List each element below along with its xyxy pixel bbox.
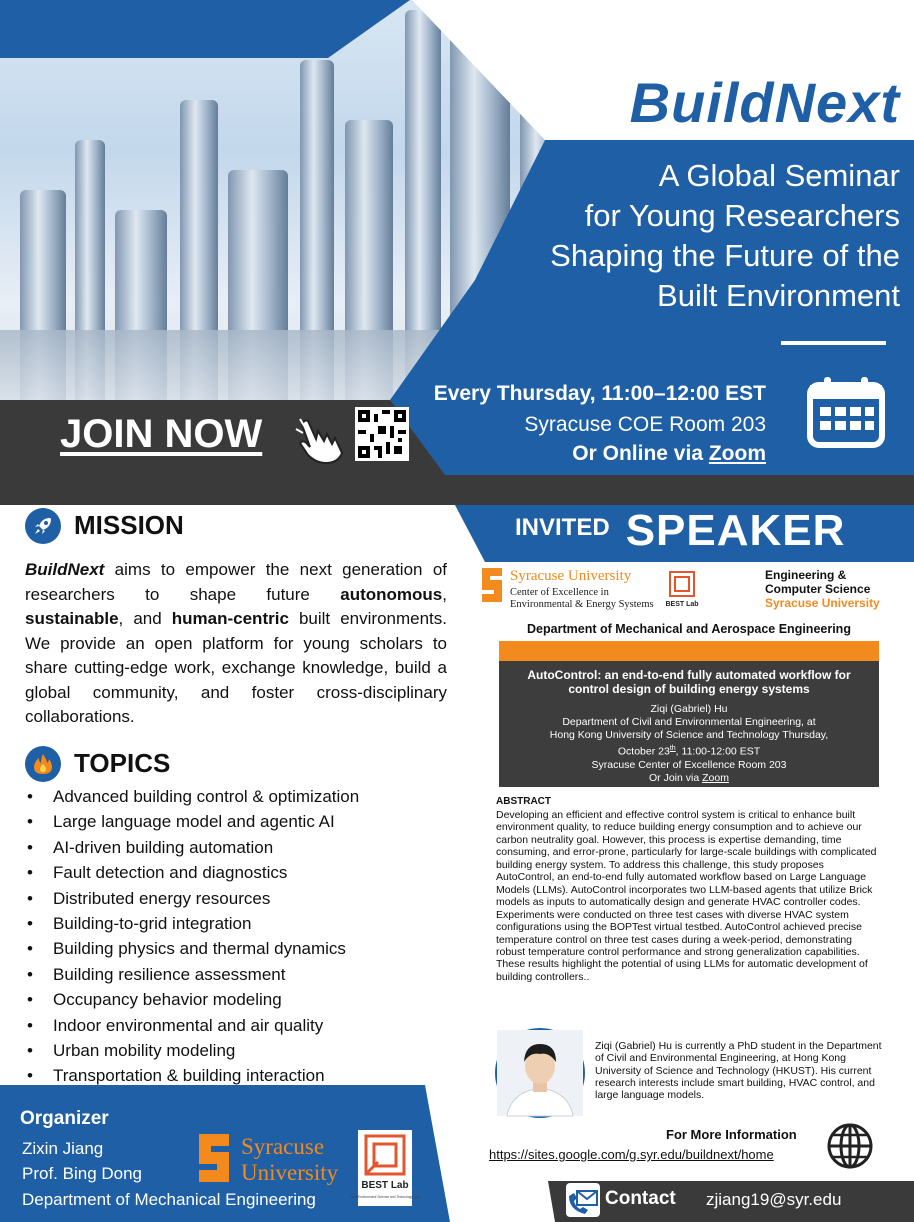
coe-logo-line: Environmental & Energy Systems xyxy=(510,599,654,610)
calendar-icon xyxy=(806,375,886,449)
schedule-online xyxy=(572,442,766,466)
coe-logo-title: Syracuse University xyxy=(510,568,632,584)
topic-bullet: • xyxy=(27,1041,33,1061)
syracuse-university-logo xyxy=(195,1130,355,1186)
topics-list xyxy=(27,784,457,1089)
abstract-text: Developing an efficient and effective control system is critical to enhance built environment quality, to reduce building energy consumption and to achieve our carbon neutrality goal. However, this process is expertise demanding, time consuming, and error-prone, particularly for large-scale buildings with complicated building energy system. To address this challenge, this study proposes AutoControl, an end-to-end fully automated workflow based on Large Language Models (LLMs). AutoControl incorporates two LLM-based agents that utilize Brick models as inputs to automatically design and generate HVAC controller codes. Experiments were conducted on three test cases with diverse HVAC system configurations using the BOPTest virtual testbed. AutoControl achieved precise temperature control on three test cases during a week-period, demonstrating robust temperature control performance and strong generalization capabilities. These results highlight the potential of using LLMs for automatic development of building controllers.. xyxy=(496,809,877,983)
hero-banner xyxy=(0,0,914,505)
topic-label: Building physics and thermal dynamics xyxy=(53,939,346,959)
mission-text-part: built environments. We provide an open platform for young scholars to share cutting-edge work, exchange knowledge, build a global community, and foster cross-disciplinary collaborations. xyxy=(25,609,447,726)
subtitle-line: A Global Seminar xyxy=(658,158,900,193)
topic-label: AI-driven building automation xyxy=(53,837,274,857)
topic-label: Distributed energy resources xyxy=(53,888,271,908)
talk-join: Or Join via Zoom xyxy=(649,771,729,784)
department-title: Department of Mechanical and Aerospace Engineering xyxy=(527,622,851,636)
brand-title: BuildNext xyxy=(629,71,900,134)
mission-text-part: BuildNext xyxy=(25,560,105,579)
talk-details xyxy=(503,703,875,785)
best-lab-subtitle: Built Environment Science and Technology Lab xyxy=(350,1195,420,1199)
topic-item xyxy=(27,962,457,987)
ecs-logo-text xyxy=(765,568,880,610)
contact-label: Contact xyxy=(605,1188,676,1209)
organizer-name: Prof. Bing Dong xyxy=(22,1164,143,1183)
topic-item xyxy=(27,835,457,860)
talk-title: AutoControl: an end-to-end fully automated workflow for control design of building energy systems xyxy=(527,668,851,696)
topic-item xyxy=(27,886,457,911)
mission-text-part: autonomous xyxy=(340,584,443,604)
topic-bullet: • xyxy=(27,990,33,1010)
topic-bullet: • xyxy=(27,837,33,857)
zoom-link[interactable]: Zoom xyxy=(702,771,729,784)
ecs-line: Engineering & xyxy=(765,568,847,582)
globe-icon xyxy=(826,1122,874,1170)
talk-card-stripe xyxy=(499,641,879,661)
speaker-label: SPEAKER xyxy=(625,506,846,555)
mission-text-part: human-centric xyxy=(171,609,289,628)
zoom-link[interactable]: Zoom xyxy=(708,442,766,465)
plaza xyxy=(0,330,460,410)
topic-bullet: • xyxy=(27,863,33,883)
talk-venue: Syracuse Center of Excellence Room 203 xyxy=(591,758,787,771)
more-info-label: For More Information xyxy=(666,1127,797,1142)
topic-item xyxy=(27,784,457,809)
syracuse-coe-logo xyxy=(480,566,660,614)
speaker-heading xyxy=(515,506,845,556)
subtitle-underline xyxy=(781,341,886,345)
schedule-room: Syracuse COE Room 203 xyxy=(524,413,766,436)
coe-logo-line: Center of Excellence in xyxy=(510,587,609,598)
topic-bullet: • xyxy=(27,1066,33,1086)
hero-subtitle xyxy=(430,156,900,316)
topic-item xyxy=(27,936,457,961)
speaker-affiliation: Department of Civil and Environmental Engineering, at xyxy=(562,716,816,728)
organizer-name: Zixin Jiang xyxy=(22,1139,104,1158)
topic-bullet: • xyxy=(27,812,33,832)
topic-bullet: • xyxy=(27,787,33,806)
best-lab-small-label: BEST Lab xyxy=(665,601,699,608)
speaker-affiliation: Hong Kong University of Science and Technology Thursday, xyxy=(549,729,829,741)
ecs-line: Computer Science xyxy=(765,582,871,596)
topic-item xyxy=(27,911,457,936)
speaker-bio: Ziqi (Gabriel) Hu is currently a PhD student in the Department of Civil and Environmental Engineering, at Hong Kong University of Science and Technology (HKUST). His current research interests include smart building, HVAC control, and large language models. xyxy=(595,1040,882,1102)
best-lab-logo xyxy=(350,1130,420,1206)
mission-heading: MISSION xyxy=(74,510,184,540)
topic-item xyxy=(27,987,457,1012)
topic-item xyxy=(27,1013,457,1038)
topic-label: Occupancy behavior modeling xyxy=(53,990,282,1010)
topic-item xyxy=(27,860,457,885)
topic-bullet: • xyxy=(27,964,33,984)
speaker-name: Ziqi (Gabriel) Hu xyxy=(650,703,728,715)
online-prefix: Or Online via xyxy=(572,442,709,465)
mission-text-part: , and xyxy=(118,609,172,628)
organizer-department: Department of Mechanical Engineering xyxy=(22,1190,316,1209)
topic-label: Building resilience assessment xyxy=(53,964,286,984)
topic-label: Urban mobility modeling xyxy=(53,1041,236,1061)
topic-bullet: • xyxy=(27,888,33,908)
ecs-line: Syracuse University xyxy=(765,596,880,610)
organizer-heading: Organizer xyxy=(20,1108,109,1129)
mission-text-part: sustainable xyxy=(25,609,119,628)
more-info-link[interactable]: https://sites.google.com/g.syr.edu/buildnext/home xyxy=(489,1147,774,1162)
su-logo-word: University xyxy=(241,1160,339,1185)
hand-pointer-icon xyxy=(294,415,350,465)
fire-icon xyxy=(25,746,61,782)
best-lab-small-logo xyxy=(666,570,698,610)
topic-item xyxy=(27,809,457,834)
topic-label: Large language model and agentic AI xyxy=(53,812,335,832)
topic-label: Building-to-grid integration xyxy=(53,914,252,934)
mission-text-part: , xyxy=(442,584,447,604)
abstract-label: ABSTRACT xyxy=(496,796,551,807)
topic-label: Transportation & building interaction xyxy=(53,1066,325,1086)
topic-bullet: • xyxy=(27,914,33,934)
invited-label: INVITED xyxy=(515,514,610,541)
topic-label: Fault detection and diagnostics xyxy=(53,863,288,883)
join-now-link[interactable]: JOIN NOW xyxy=(60,412,263,456)
topics-heading: TOPICS xyxy=(74,748,171,778)
su-logo-word: Syracuse xyxy=(241,1134,325,1159)
topic-bullet: • xyxy=(27,939,33,959)
best-lab-label: BEST Lab xyxy=(361,1180,409,1191)
rocket-icon xyxy=(25,508,61,544)
subtitle-line: Shaping the Future of the xyxy=(550,238,900,273)
contact-email[interactable]: zjiang19@syr.edu xyxy=(706,1190,842,1209)
topic-bullet: • xyxy=(27,1015,33,1035)
mission-text-part: aims to empower the next generation of researchers to shape future xyxy=(25,560,447,604)
subtitle-line: Built Environment xyxy=(657,278,900,313)
mission-text xyxy=(25,558,447,730)
schedule-time: Every Thursday, 11:00–12:00 EST xyxy=(433,382,766,405)
qr-code[interactable] xyxy=(355,407,409,461)
talk-date: October 23th, 11:00-12:00 EST xyxy=(617,745,761,758)
phone-mail-icon xyxy=(565,1182,601,1218)
subtitle-line: for Young Researchers xyxy=(584,198,900,233)
qr-pattern xyxy=(358,410,406,458)
speaker-photo xyxy=(495,1028,585,1118)
topic-label: Indoor environmental and air quality xyxy=(53,1015,324,1035)
topic-item xyxy=(27,1038,457,1063)
topic-label: Advanced building control & optimization xyxy=(53,787,360,806)
